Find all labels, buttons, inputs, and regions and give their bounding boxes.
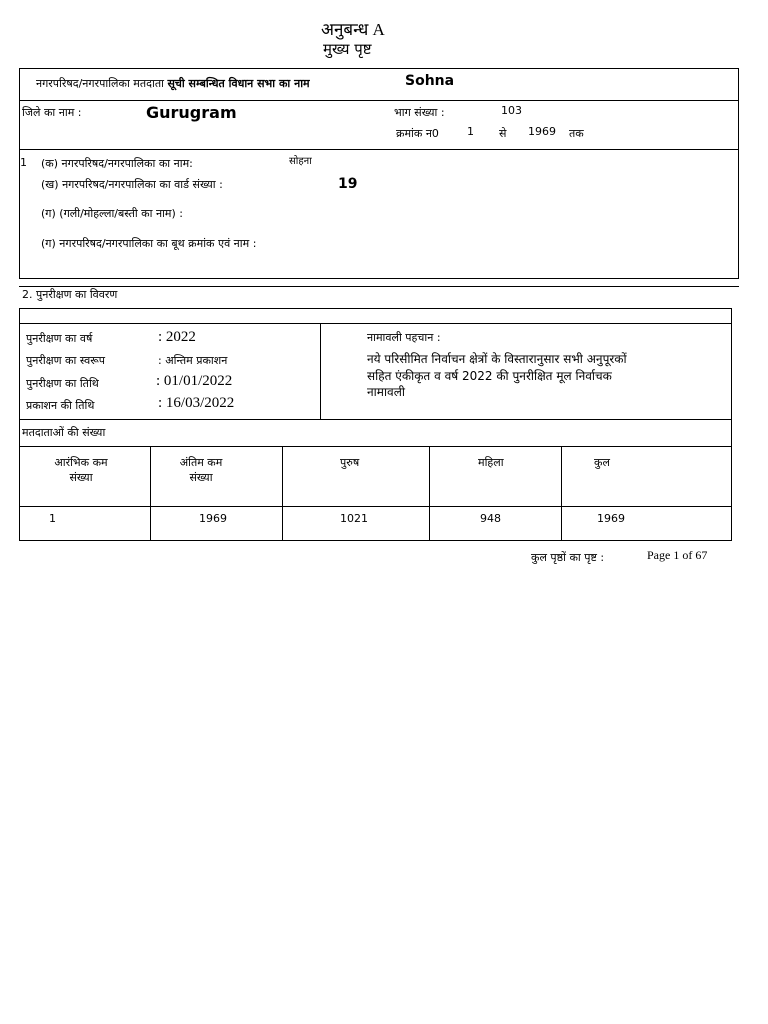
total-pages-label: कुल पृष्ठों का पृष्ट :	[531, 551, 605, 564]
serial-label: क्रमांक न0	[396, 127, 439, 140]
annexure-word: अनुबन्ध	[321, 20, 369, 39]
cell-start-serial: 1	[49, 512, 56, 525]
cell-female: 948	[480, 512, 501, 525]
roll-id-line1: नये परिसीमित निर्वाचन क्षेत्रों के विस्तारानुसार सभी अनुपूरकों	[367, 352, 627, 366]
divider	[19, 323, 732, 324]
municipality-name-label: (क) नगरपरिषद/नगरपालिका का नाम:	[41, 157, 193, 170]
constituency-label	[36, 76, 310, 91]
publish-date-label: प्रकाशन की तिथि	[26, 399, 95, 412]
column-header-line: संख्या	[189, 471, 213, 484]
column-header-male: पुरुष	[340, 456, 360, 469]
constituency-value: Sohna	[405, 73, 455, 89]
column-header-start-serial	[36, 455, 126, 485]
constituency-label-part-a: नगरपरिषद/नगरपालिका मतदाता	[36, 77, 164, 90]
revision-section-heading: 2. पुनरीक्षण का विवरण	[22, 288, 118, 301]
part-number-label: भाग संख्या :	[394, 106, 445, 119]
part-number-value: 103	[501, 104, 522, 117]
page-info: Page 1 of 67	[647, 548, 708, 562]
main-page-title: मुख्य पृष्ट	[323, 40, 372, 58]
constituency-label-part-b: सूची सम्बन्धित विधान सभा का नाम	[167, 77, 310, 90]
column-header-end-serial	[166, 455, 236, 485]
booth-label: (ग) नगरपरिषद/नगरपालिका का बूथ क्रमांक एवं नाम :	[41, 237, 257, 250]
roll-id-line2: सहित एंकीकृत व वर्ष 2022 की पुनरीक्षित मूल निर्वाचक	[367, 369, 612, 383]
revision-date-value: : 01/01/2022	[156, 373, 233, 389]
section-number: 1	[20, 156, 27, 169]
serial-to: 1969	[528, 125, 556, 138]
column-header-total: कुल	[594, 456, 610, 469]
divider	[561, 446, 562, 541]
annexure-title	[321, 17, 385, 40]
revision-type-value: : अन्तिम प्रकाशन	[158, 354, 228, 367]
serial-till-word: तक	[569, 127, 584, 140]
serial-from: 1	[467, 125, 474, 138]
street-name-label: (ग) (गली/मोहल्ला/बस्ती का नाम) :	[41, 207, 184, 220]
divider	[150, 446, 151, 541]
divider	[320, 323, 321, 419]
ward-number-label: (ख) नगरपरिषद/नगरपालिका का वार्ड संख्या :	[41, 178, 223, 191]
serial-to-word: से	[499, 127, 507, 140]
cell-total: 1969	[597, 512, 625, 525]
divider	[282, 446, 283, 541]
divider	[19, 506, 732, 507]
column-header-line: संख्या	[69, 471, 93, 484]
column-header-line: आरंभिक कम	[54, 456, 108, 469]
revision-year-label: पुनरीक्षण का वर्ष	[26, 332, 93, 345]
divider	[19, 149, 739, 150]
voters-count-heading: मतदाताओं की संख्या	[22, 426, 106, 439]
district-label: जिले का नाम :	[22, 106, 82, 119]
revision-date-label: पुनरीक्षण का तिथि	[26, 377, 99, 390]
divider	[19, 419, 732, 420]
district-value: Gurugram	[146, 103, 237, 122]
roll-id-line3: नामावली	[367, 385, 405, 399]
revision-year-value: : 2022	[158, 329, 196, 345]
annexure-letter: A	[372, 20, 385, 39]
ward-number-value: 19	[338, 176, 358, 192]
roll-id-label: नामावली पहचान :	[367, 331, 441, 344]
publish-date-value: : 16/03/2022	[158, 395, 235, 411]
cell-male: 1021	[340, 512, 368, 525]
cell-end-serial: 1969	[199, 512, 227, 525]
revision-type-label: पुनरीक्षण का स्वरूप	[26, 354, 106, 367]
column-header-line: अंतिम कम	[179, 456, 223, 469]
divider	[19, 100, 739, 101]
divider	[429, 446, 430, 541]
divider	[19, 446, 732, 447]
municipality-name-value: सोहना	[289, 156, 312, 167]
divider	[19, 286, 739, 287]
column-header-female: महिला	[478, 456, 504, 469]
